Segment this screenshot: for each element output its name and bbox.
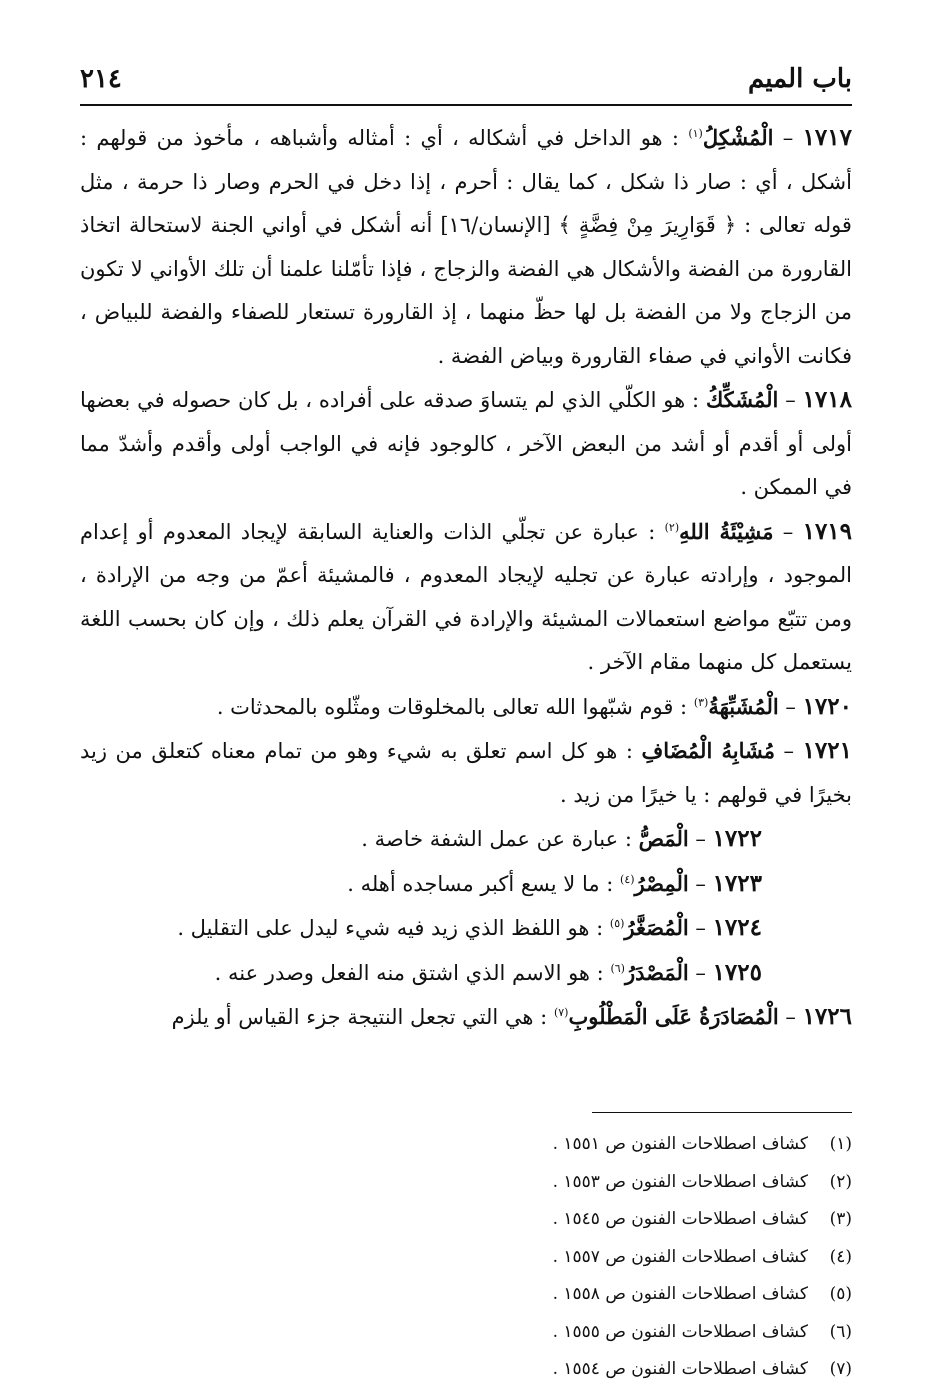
- entry-text: : هو الداخل في أشكاله ، أي : أمثاله وأشباهه ، مأخوذ من قولهم : أشكل ، أي : صار ذا شكل ، كما يقال : أحرم ، إذا دخل في الحرم وصار ذا حرمة ، مثل قوله تعالى : ﴿ قَوَارِيرَ مِنْ فِضَّةٍ ﴾ [الإنسان/١٦] أنه أشكل في أواني الجنة لاستحالة اتخاذ القارورة من الفضة والأشكال هي الفضة والزجاج ، فإذا تأمّلنا علمنا أن تلك الأواني لا تكون من الزجاج ولا من الفضة بل لها حظّ منهما ، إذ القارورة تستعار للصفاء والفضة للبياض ، فكانت الأواني في صفاء القارورة وبياض الفضة .: [80, 126, 852, 368]
- footnote-ref: (١): [688, 127, 703, 140]
- entry-1724: ١٧٢٤ – الْمُصَغَّرُ$^{(٥)}$ : هو اللفظ الذي زيد فيه شيء ليدل على التقليل .: [177, 914, 762, 941]
- entry-number: ١٧١٩: [802, 517, 853, 545]
- entry-text: : هو كل اسم تعلق به شيء وهو من تمام معناه كتعلق من زيد بخيرًا في قولهم : يا خيرًا من زيد .: [80, 739, 852, 807]
- footnote-number: (١): [829, 1134, 852, 1154]
- entry-text: : قوم شبّهوا الله تعالى بالمخلوقات ومثّلوه بالمحدثات .: [216, 694, 688, 719]
- entry-1722: ١٧٢٢ – الْمَصُّ : عبارة عن عمل الشفة خاصة .: [361, 825, 762, 852]
- footnote-number: (٦): [829, 1321, 852, 1342]
- entry-term: مَشِيْئَةُ اللهِ: [679, 518, 774, 544]
- entry-text: : هو اللفظ الذي زيد فيه شيء ليدل على التقليل .: [177, 916, 604, 940]
- entry-number: ١٧٢٣: [712, 869, 762, 897]
- entry-term: مُشَابِهُ الْمُضَافِ: [641, 738, 775, 763]
- footnote-ref: (٦): [610, 961, 625, 975]
- entry-1725: ١٧٢٥ – الْمَصْدَرُ$^{(٦)}$ : هو الاسم الذي اشتق منه الفعل وصدر عنه .: [214, 958, 762, 986]
- footnote-text: كشاف اصطلاحات الفنون ص ١٥٤٥ .: [552, 1209, 808, 1229]
- footnote-number: (٤): [829, 1246, 852, 1267]
- entry-text: : هو الكلّي الذي لم يتساوَ صدقه على أفراده ، بل كان حصوله في بعضها أولى أو أقدم أو أشد من البعض الآخر ، كالوجود فإنه في الواجب أولى وأقدم وأشدّ مما في الممكن .: [80, 388, 852, 499]
- entries-body: [80, 116, 852, 1040]
- entry-number: ١٧٢٠: [802, 692, 852, 720]
- footnote-text: كشاف اصطلاحات الفنون ص ١٥٥٣ .: [552, 1171, 808, 1192]
- entry-number: ١٧٢٤: [712, 914, 762, 941]
- entry-term: الْمِصْرُ: [634, 870, 689, 896]
- entry-term: الْمَصْدَرُ: [624, 959, 689, 985]
- entry-1720: ١٧٢٠ – الْمُشَبِّهَةُ$^{(٣)}$ : قوم شبّهوا الله تعالى بالمخلوقات ومثّلوه بالمحدثات .: [216, 692, 852, 720]
- entry-number: ١٧٢١: [802, 737, 852, 764]
- entry-text: : هو الاسم الذي اشتق منه الفعل وصدر عنه .: [214, 960, 604, 985]
- entry-term: الْمَصُّ: [638, 826, 689, 851]
- entry-number: ١٧١٧: [802, 124, 852, 151]
- footnote-text: كشاف اصطلاحات الفنون ص ١٥٥١ .: [552, 1134, 808, 1154]
- footnote-number: (٥): [829, 1284, 852, 1304]
- entry-term: الْمُشَكِّكُ: [705, 387, 779, 412]
- footnote-text: كشاف اصطلاحات الفنون ص ١٥٥٤ .: [552, 1359, 808, 1379]
- entry-1719: ١٧١٩ – مَشِيْئَةُ اللهِ$^{(٢)}$ : عبارة عن تجلّي الذات والعناية السابقة لإيجاد المعدوم أو إعدام الموجود ، وإرادته عبارة عن تجليه لإيجاد المعدوم ، فالمشيئة أعمّ من وجه من الإرادة ، ومن تتبّع مواضع استعمالات المشيئة والإرادة في القرآن يعلم ذلك ، وإن كان بحسب اللغة يستعمل كل منهما مقام الآخر .: [80, 517, 853, 674]
- footnote-ref: (٥): [609, 917, 625, 930]
- entry-term: الْمُشَبِّهَةُ: [708, 693, 779, 719]
- entry-1717: ١٧١٧ – الْمُشْكِلُ$^{(١)}$ : هو الداخل في أشكاله ، أي : أمثاله وأشباهه ، مأخوذ من قولهم : أشكل ، أي : صار ذا شكل ، كما يقال : أحرم ، إذا دخل في الحرم وصار ذا حرمة ، مثل قوله تعالى : ﴿ قَوَارِيرَ مِنْ فِضَّةٍ ﴾ [الإنسان/١٦] أنه أشكل في أواني الجنة لاستحالة اتخاذ القارورة من الفضة والأشكال هي الفضة والزجاج ، فإذا تأمّلنا علمنا أن تلك الأواني لا تكون من الزجاج ولا من الفضة بل لها حظّ منهما ، إذ القارورة تستعار للصفاء والفضة للبياض ، فكانت الأواني في صفاء القارورة وبياض الفضة .: [80, 124, 852, 368]
- entry-term: الْمُصَادَرَةُ عَلَى الْمَطْلُوبِ: [568, 1004, 779, 1029]
- footnote-ref: (٧): [553, 1006, 569, 1019]
- entry-number: ١٧٢٥: [712, 958, 762, 986]
- entry-number: ١٧٢٢: [712, 825, 762, 852]
- footnote-item: [80, 1276, 852, 1314]
- footnote-item: [80, 1164, 852, 1202]
- chapter-title: باب الميم: [747, 64, 852, 94]
- footnote-ref: (٣): [693, 695, 709, 709]
- footnote-text: كشاف اصطلاحات الفنون ص ١٥٥٥ .: [552, 1321, 808, 1342]
- entry-1726: ١٧٢٦ – الْمُصَادَرَةُ عَلَى الْمَطْلُوبِ$^{(٧)}$ : هي التي تجعل النتيجة جزء القياس أو يلزم: [171, 1003, 852, 1030]
- footnote-ref: (٢): [664, 520, 680, 534]
- footnote-text: كشاف اصطلاحات الفنون ص ١٥٥٧ .: [552, 1246, 808, 1267]
- page-number: ٢١٤: [80, 64, 122, 94]
- footnote-item: [80, 1351, 852, 1389]
- page-header: [80, 60, 852, 106]
- footnote-divider: [592, 1112, 852, 1113]
- entry-text: : هي التي تجعل النتيجة جزء القياس أو يلزم: [171, 1005, 548, 1029]
- footnote-number: (٧): [829, 1359, 852, 1379]
- footnotes: [80, 1126, 852, 1389]
- footnote-item: [80, 1239, 852, 1277]
- entry-text: : عبارة عن تجلّي الذات والعناية السابقة لإيجاد المعدوم أو إعدام الموجود ، وإرادته عبارة عن تجليه لإيجاد المعدوم ، فالمشيئة أعمّ من وجه من الإرادة ، ومن تتبّع مواضع استعمالات المشيئة والإرادة في القرآن يعلم ذلك ، وإن كان بحسب اللغة يستعمل كل منهما مقام الآخر .: [80, 519, 852, 674]
- entry-number: ١٧٢٦: [802, 1003, 852, 1030]
- entry-term: الْمُشْكِلُ: [702, 125, 774, 150]
- entry-1718: ١٧١٨ – الْمُشَكِّكُ : هو الكلّي الذي لم يتساوَ صدقه على أفراده ، بل كان حصوله في بعضها أولى أو أقدم أو أشد من البعض الآخر ، كالوجود فإنه في الواجب أولى وأقدم وأشدّ مما في الممكن .: [80, 386, 852, 499]
- entry-number: ١٧١٨: [802, 386, 852, 413]
- entry-1721: ١٧٢١ – مُشَابِهُ الْمُضَافِ : هو كل اسم تعلق به شيء وهو من تمام معناه كتعلق من زيد بخيرًا في قولهم : يا خيرًا من زيد .: [80, 737, 852, 807]
- entry-1723: ١٧٢٣ – الْمِصْرُ$^{(٤)}$ : ما لا يسع أكبر مساجده أهله .: [347, 869, 762, 897]
- footnote-item: [80, 1201, 852, 1239]
- book-page: [80, 60, 853, 1379]
- entry-text: : عبارة عن عمل الشفة خاصة .: [361, 827, 632, 851]
- footnote-item: [80, 1314, 852, 1352]
- entry-text: : ما لا يسع أكبر مساجده أهله .: [347, 871, 614, 896]
- footnote-ref: (٤): [620, 872, 635, 886]
- footnote-text: كشاف اصطلاحات الفنون ص ١٥٥٨ .: [552, 1284, 808, 1304]
- footnote-number: (٢): [829, 1171, 852, 1192]
- entry-term: الْمُصَغَّرُ: [624, 915, 689, 940]
- footnote-item: [80, 1126, 852, 1164]
- footnote-number: (٣): [829, 1209, 852, 1229]
